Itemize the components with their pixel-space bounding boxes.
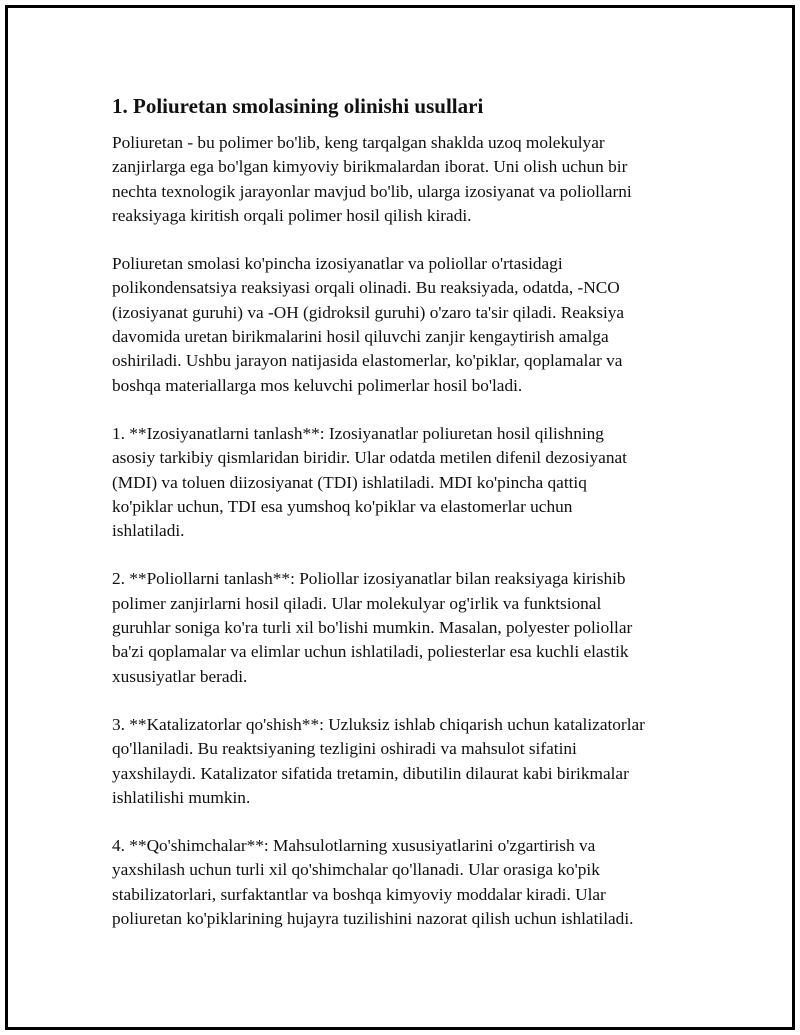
paragraph-catalysts: 3. **Katalizatorlar qo'shish**: Uzluksiz ishlab chiqarish uchun katalizatorlar qo'llaniladi. Bu reaktsiyaning tezligini oshiradi va mahsulot sifatini yaxshilaydi. Katalizator sifatida tretamin, dibutilin dilaurat kabi birikmalar ishlatilishi mumkin.	[112, 714, 645, 807]
document-body	[112, 93, 692, 955]
document-title: 1. Poliuretan smolasining olinishi usullari	[112, 94, 484, 118]
paragraph-polyols: 2. **Poliollarni tanlash**: Poliollar izosiyanatlar bilan reaksiyaga kirishib polimer zanjirlarni hosil qiladi. Ular molekulyar og'irlik va funktsional guruhlar soniga ko'ra turli xil bo'lishi mumkin. Masalan, polyester poliollar ba'zi qoplamalar va elimlar uchun ishlatiladi, poliesterlar esa kuchli elastik xususiyatlar beradi.	[112, 569, 633, 686]
paragraph-intro: Poliuretan - bu polimer bo'lib, keng tarqalgan shaklda uzoq molekulyar zanjirlarga ega bo'lgan kimyoviy birikmalardan iborat. Uni olish uchun bir nechta texnologik jarayonlar mavjud bo'lib, ularga izosiyanat va poliollarni reaksiyaga kiritish orqali polimer hosil qilish kiradi.	[112, 133, 632, 225]
paragraph-isocyanates: 1. **Izosiyanatlarni tanlash**: Izosiyanatlar poliuretan hosil qilishning asosiy tarkibiy qismlaridan biridir. Ular odatda metilen difenil dezosiyanat (MDI) va toluen diizosiyanat (TDI) ishlatiladi. MDI ko'pincha qattiq ko'piklar uchun, TDI esa yumshoq ko'piklar va elastomerlar uchun ishlatiladi.	[112, 423, 627, 541]
paragraph-additives: 4. **Qo'shimchalar**: Mahsulotlarning xususiyatlarini o'zgartirish va yaxshilash uchun turli xil qo'shimchalar qo'llanadi. Ular orasiga ko'pik stabilizatorlari, surfaktantlar va boshqa kimyoviy moddalar kiradi. Ular poliuretan ko'piklarining hujayra tuzilishini nazorat qilish uchun ishlatiladi.	[112, 836, 634, 929]
paragraph-reaction: Poliuretan smolasi ko'pincha izosiyanatlar va poliollar o'rtasidagi polikondensatsiya reaksiyasi orqali olinadi. Bu reaksiyada, odatda, -NCO (izosiyanat guruhi) va -OH (gidroksil guruhi) o'zaro ta'sir qiladi. Reaksiya davomida uretan birikmalarini hosil qiluvchi zanjir kengaytirish amalga oshiriladi. Ushbu jarayon natijasida elastomerlar, ko'piklar, qoplamalar va boshqa materiallarga mos keluvchi polimerlar hosil bo'ladi.	[112, 254, 625, 395]
